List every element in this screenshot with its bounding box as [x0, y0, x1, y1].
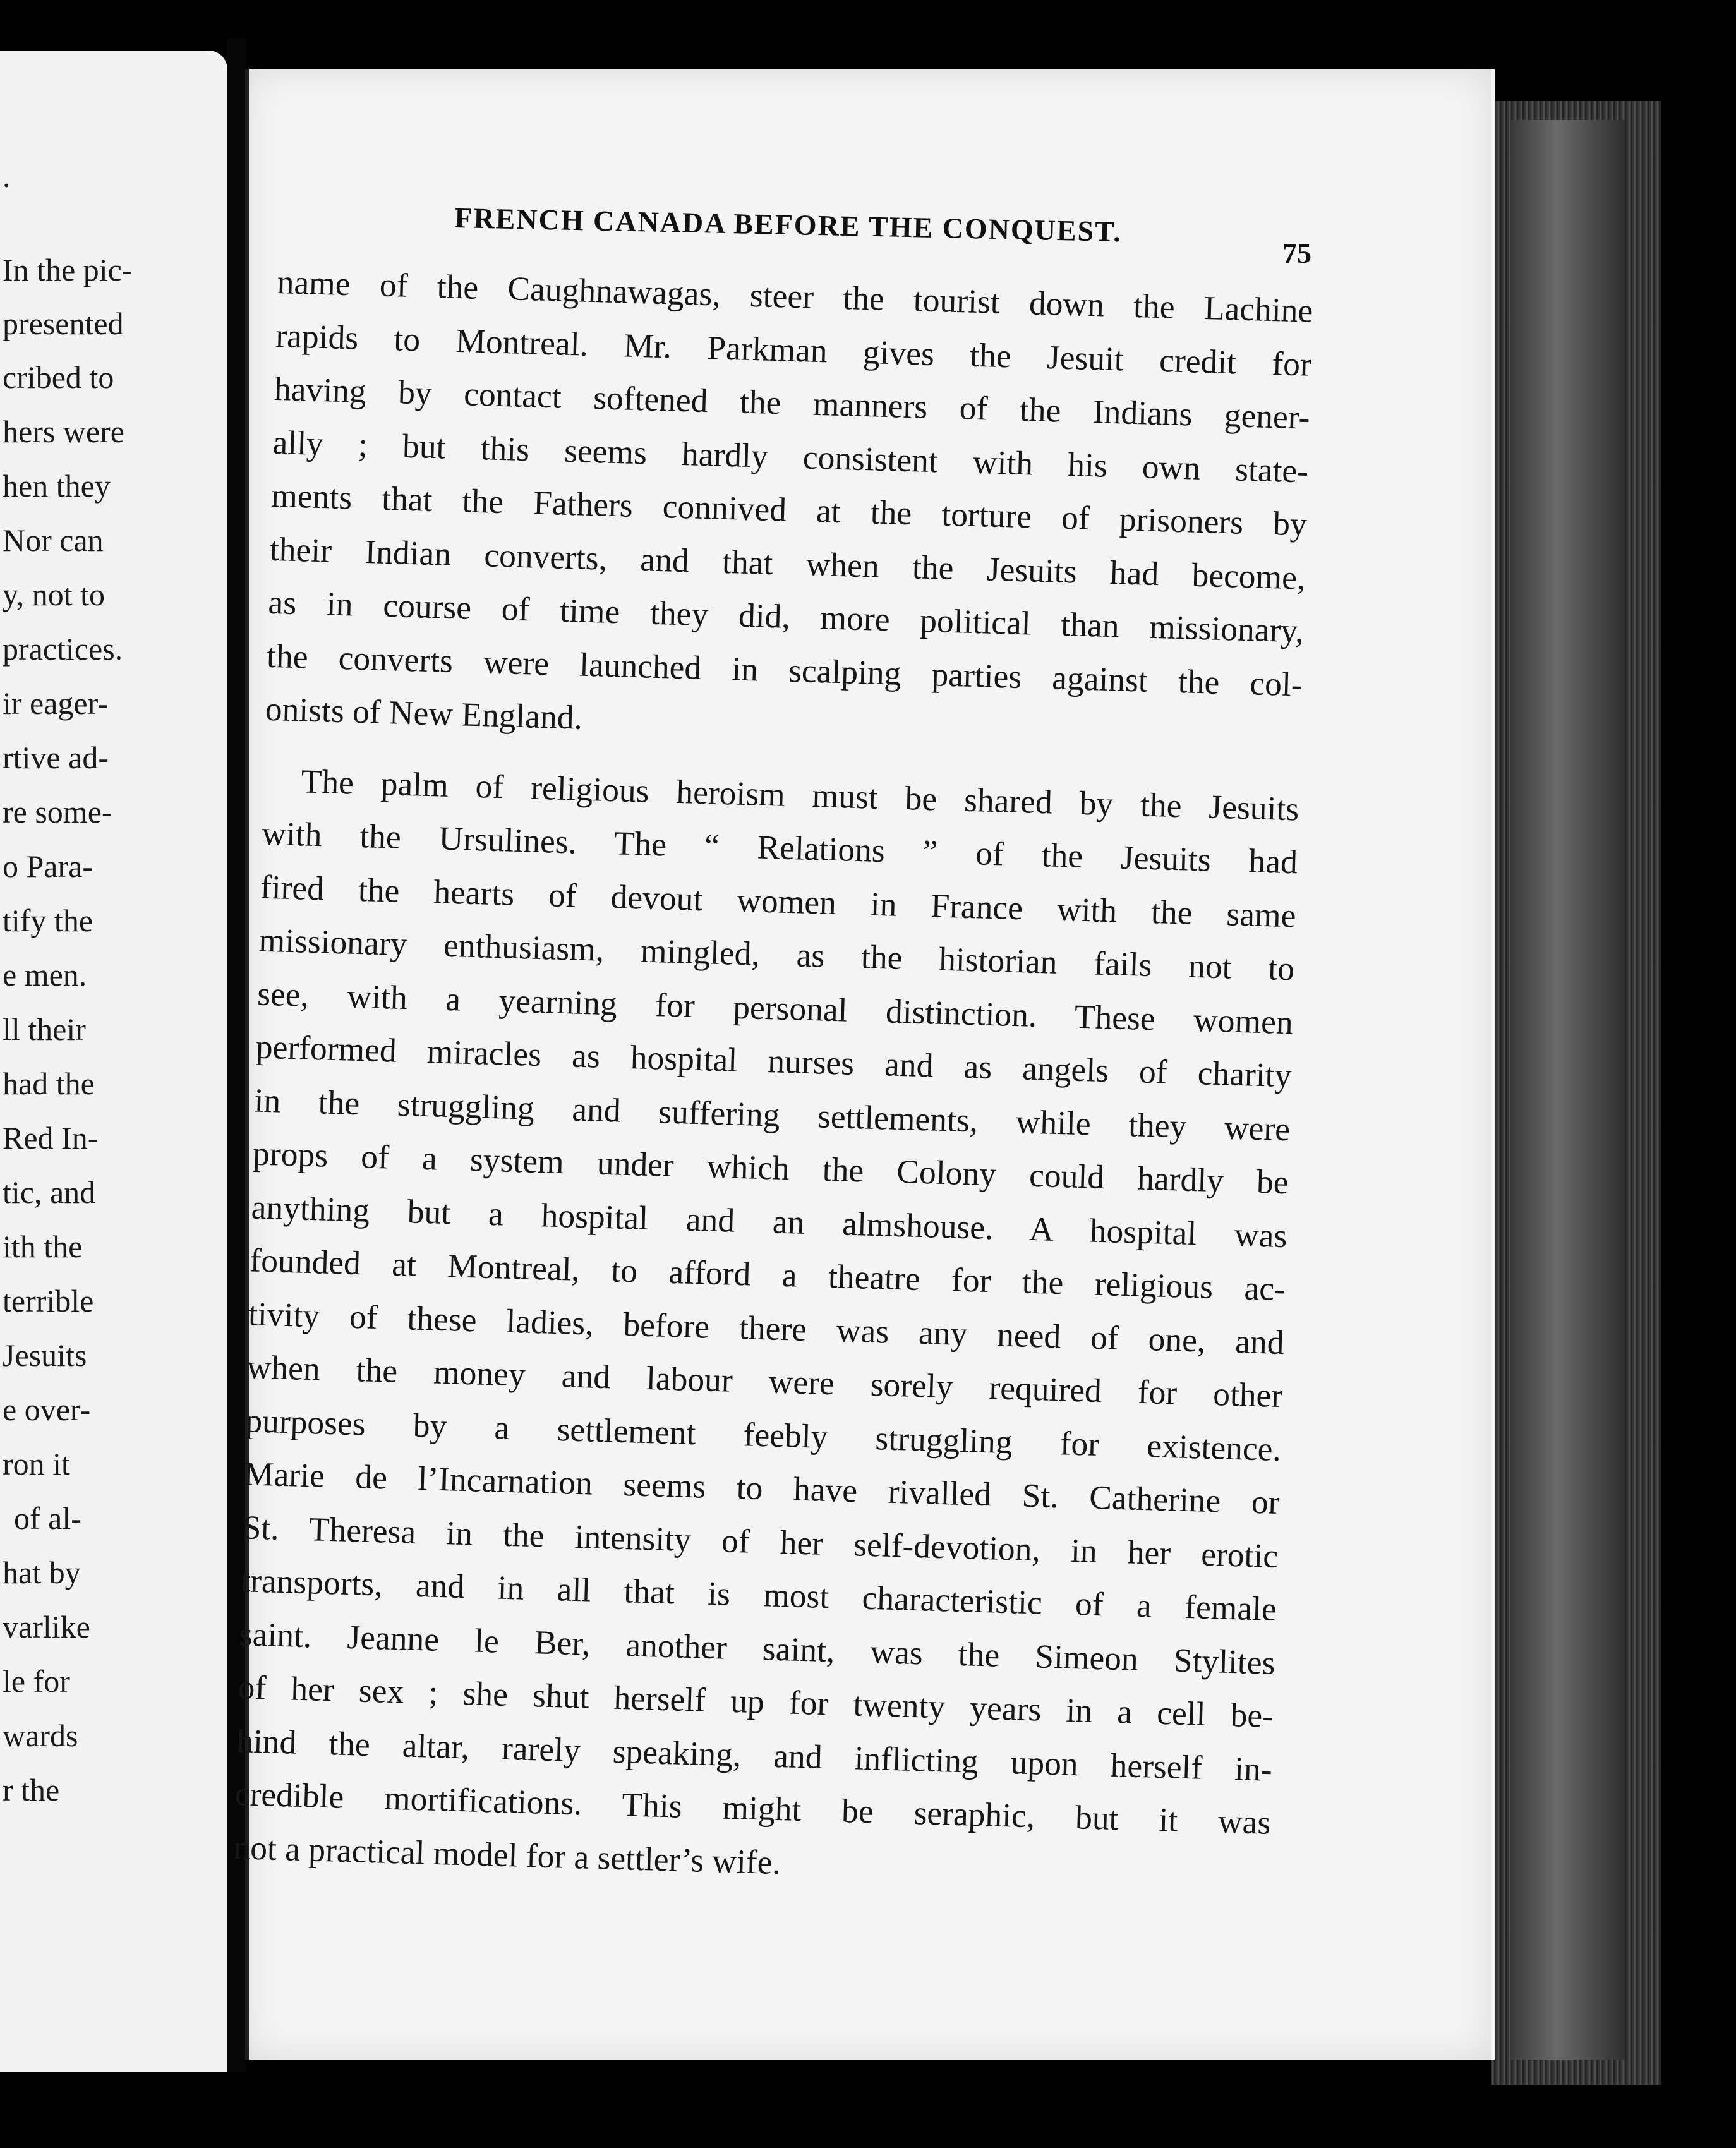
text-line: purposes by a settlement feebly struggling for existence.	[244, 1401, 1282, 1468]
previous-page-line: ith the	[3, 1229, 83, 1264]
text-line: credible mortifications. This might be seraphic, but it was	[234, 1775, 1272, 1842]
previous-page-line: rtive ad-	[3, 740, 109, 775]
previous-page-line: ll their	[3, 1011, 86, 1047]
text-line: as in course of time they did, more political than missionary,	[267, 582, 1305, 650]
text-line: transports, and in all that is most characteristic of a female	[240, 1561, 1277, 1628]
previous-page-line: cribed to	[3, 359, 114, 395]
previous-page-line: e men.	[3, 957, 87, 993]
previous-page-line: terrible	[3, 1283, 94, 1318]
previous-page-line: e over-	[3, 1392, 91, 1427]
previous-page-line: re some-	[3, 794, 112, 830]
text-line: hind the altar, rarely speaking, and inflicting upon herself in-	[236, 1721, 1273, 1789]
text-line: of her sex ; she shut herself up for twenty years in a cell be-	[237, 1668, 1274, 1735]
body-text	[232, 255, 1313, 1903]
text-line: props of a system under which the Colony could hardly be	[252, 1134, 1289, 1202]
page-number: 75	[1282, 237, 1311, 269]
previous-page	[0, 51, 227, 2072]
text-line: St. Theresa in the intensity of her self-devotion, in her erotic	[241, 1507, 1279, 1575]
text-line: saint. Jeanne le Ber, another saint, was the Simeon Stylites	[239, 1614, 1276, 1682]
previous-page-line: ron it	[3, 1446, 70, 1481]
paragraph-2	[232, 753, 1299, 1903]
text-line: the converts were launched in scalping parties against the col-	[266, 636, 1303, 704]
previous-page-line: Red In-	[3, 1120, 99, 1155]
text-line: when the money and labour were sorely required for other	[246, 1348, 1284, 1415]
page-edges-shadow	[1511, 120, 1625, 2060]
text-line: onists of New England.	[265, 689, 583, 737]
previous-page-line: practices.	[3, 631, 123, 667]
previous-page-line: Nor can	[3, 522, 104, 558]
previous-page-line: ir eager-	[3, 685, 108, 721]
text-line: founded at Montreal, to afford a theatre for the religious ac-	[249, 1241, 1286, 1308]
previous-page-line: wards	[3, 1718, 78, 1753]
text-line: The palm of religious heroism must be shared by the Jesuits	[300, 761, 1300, 828]
text-line: name of the Caughnawagas, steer the tourist down the Lachine	[276, 262, 1314, 330]
text-line: Marie de l’Incarnation seems to have rivalled St. Catherine or	[243, 1454, 1281, 1522]
previous-page-line: tify the	[3, 903, 93, 938]
paragraph-1	[265, 255, 1314, 764]
previous-page-line: y, not to	[3, 577, 105, 612]
previous-page-line: In the pic-	[3, 252, 133, 287]
previous-page-line: o Para-	[3, 848, 93, 884]
previous-page-line: le for	[3, 1663, 70, 1699]
previous-page-line: hat by	[3, 1555, 81, 1590]
previous-page-line: r the	[3, 1772, 60, 1807]
previous-page-line: Jesuits	[3, 1337, 87, 1373]
previous-page-line: varlike	[3, 1609, 90, 1644]
text-line: see, with a yearning for personal distinction. These women	[256, 974, 1294, 1041]
text-line: rapids to Montreal. Mr. Parkman gives the Jesuit credit for	[275, 316, 1312, 383]
text-line: performed miracles as hospital nurses and as angels of charity	[255, 1027, 1293, 1095]
text-line: in the struggling and suffering settlements, while they were	[253, 1080, 1291, 1148]
text-line: anything but a hospital and an almshouse. A hospital was	[251, 1187, 1288, 1255]
previous-page-line: hers were	[3, 414, 124, 449]
previous-page-line: of al-	[14, 1500, 81, 1536]
previous-page-line: hen they	[3, 468, 111, 504]
text-line: fired the hearts of devout women in France with the same	[260, 867, 1297, 934]
running-head: FRENCH CANADA BEFORE THE CONQUEST.	[454, 201, 1123, 248]
text-line: ments that the Fathers connived at the torture of prisoners by	[270, 476, 1308, 543]
text-line: tivity of these ladies, before there was any need of one, and	[248, 1294, 1285, 1361]
previous-page-line: presented	[3, 306, 124, 341]
previous-page-line: tic, and	[3, 1174, 96, 1210]
previous-page-line: .	[3, 159, 11, 194]
text-line: their Indian converts, and that when the Jesuits had become,	[269, 529, 1306, 597]
text-line: having by contact softened the manners of the Indians gener-	[274, 369, 1311, 437]
previous-page-line: had the	[3, 1066, 95, 1101]
text-line: ally ; but this seems hardly consistent with his own state-	[272, 423, 1309, 490]
text-line: with the Ursulines. The “ Relations ” of the Jesuits had	[261, 814, 1298, 881]
text-line: not a practical model for a settler’s wife.	[232, 1828, 781, 1881]
text-line: missionary enthusiasm, mingled, as the historian fails not to	[258, 920, 1295, 988]
